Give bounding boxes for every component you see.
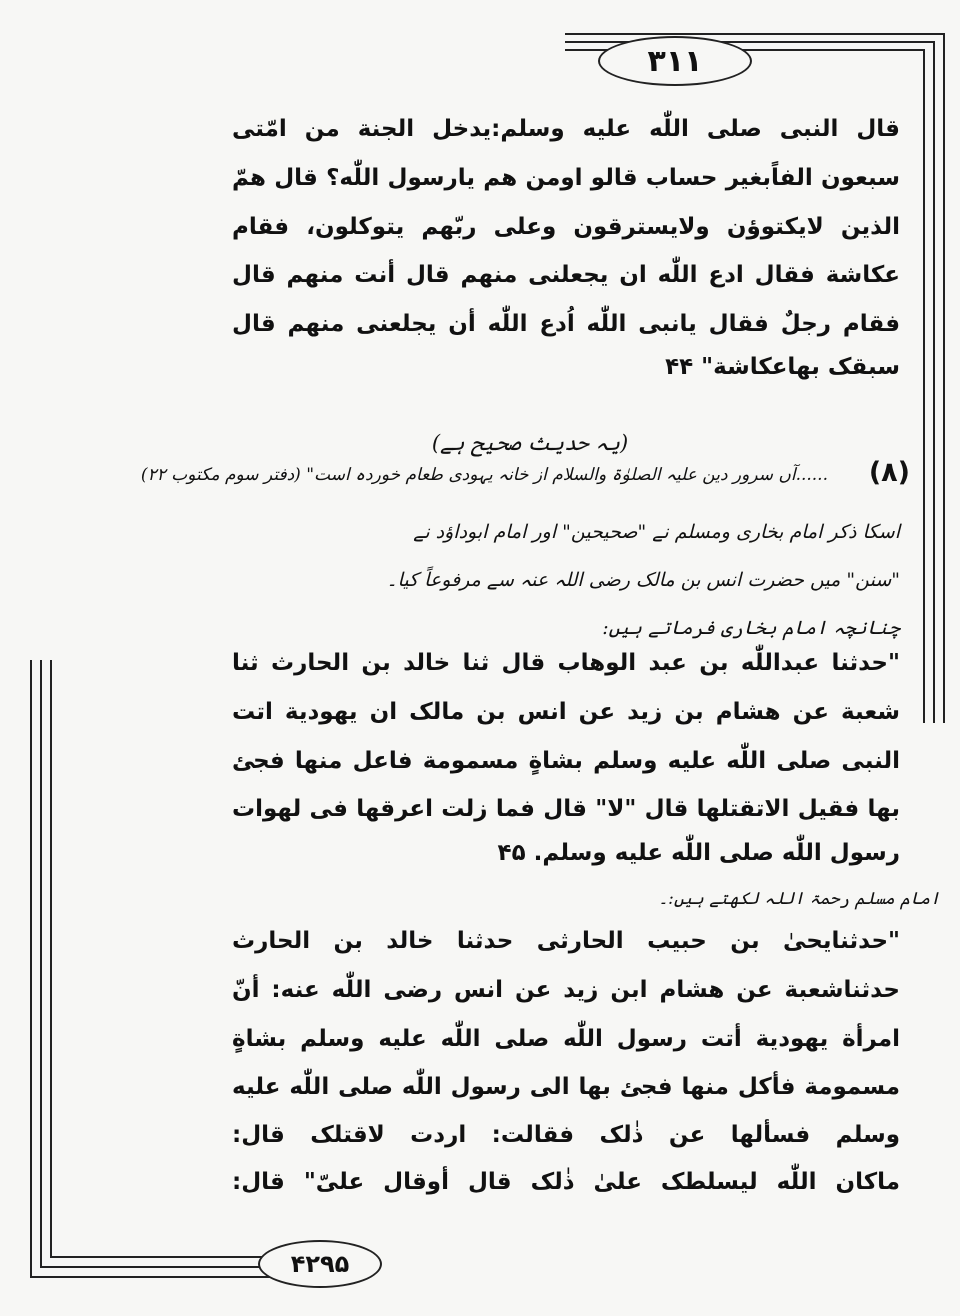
item8-heading: ......آں سرور دین علیہ الصلوٰۃ والسلام از خانہ یہودی طعام خوردہ است" (دفتر سوم مکتوب ۲۲) <box>140 465 828 485</box>
frame-top-line-outer <box>565 33 945 35</box>
muslim-line: وسلم فسألها عن ذٰلک فقالت: اردت لاقتلک قال: <box>232 1122 900 1148</box>
frame-bottom-line-outer <box>30 1276 290 1278</box>
section1-line: فقام رجلٌ فقال یانبی اللّٰه اُدع اللّٰه أن یجلعنی منهم قال <box>232 311 900 337</box>
frame-right-line-middle <box>933 41 935 723</box>
frame-right-line-outer <box>943 33 945 723</box>
muslim-line: امرأة یهودیة أتت رسول اللّٰه صلی اللّٰه علیه وسلم بشاةٍ <box>232 1026 900 1052</box>
item8-para-line: "سنن" میں حضرت انس بن مالک رضی اللہ عنہ سے مرفوعاً کیا۔ <box>386 569 900 591</box>
bukhari-line: شعبة عن هشام بن زید عن انس بن مالک ان یهودیة اتت <box>232 699 900 725</box>
muslim-line: ماکان اللّٰه لیسلطک علیٰ ذٰلک قال أوقال علیّ" قال: <box>232 1169 900 1195</box>
top-page-number-text: ٣١١ <box>647 43 703 79</box>
section1-line-last: سبقک بهاعکاشة" ۴۴ <box>665 354 900 380</box>
frame-right-line-inner <box>923 49 925 723</box>
muslim-intro: امام مسلم رحمۃ اللہ لکھتے ہیں:۔ <box>658 889 940 909</box>
section1-line: سبعون الفاًبغیر حساب قالو اومن هم یارسول اللّٰه؟ قال همّ <box>232 165 900 191</box>
muslim-line: حدثناشعبة عن هشام ابن زید عن انس رضی اللّٰه عنه: أنّ <box>232 977 900 1003</box>
bukhari-line: "حدثنا عبداللّٰه بن عبد الوهاب قال ثنا خالد بن الحارث ثنا <box>232 650 900 676</box>
bottom-page-number <box>258 1240 382 1288</box>
top-page-number <box>598 36 752 86</box>
item8-para-line: اسکا ذکر امام بخاری ومسلم نے "صحیحین" اور امام ابوداؤد نے <box>413 521 900 543</box>
bukhari-line-last: رسول اللّٰه صلی اللّٰه علیه وسلم. ۴۵ <box>497 840 900 866</box>
section1-line: عکاشة فقال ادع اللّٰه ان یجعلنی منهم قال أنت منهم قال <box>232 262 900 288</box>
frame-bottom-line-middle <box>40 1266 290 1268</box>
section1-line: الذین لایکتوؤن ولایسترقون وعلی ربّهم یتوکلون، فقام <box>232 214 900 240</box>
bukhari-line: النبی صلی اللّٰه علیه وسلم بشاةٍ مسمومة فاعل منها فجئ <box>232 748 900 774</box>
bukhari-intro: چنانچہ امام بخاری فرماتے ہیں: <box>602 617 900 639</box>
frame-left-line-inner <box>50 660 52 1258</box>
section1-line: قال النبی صلی اللّٰه علیه وسلم:یدخل الجنة من امّتی <box>232 116 900 142</box>
muslim-line: مسمومة فأكل منها فجئ بها الی رسول اللّٰه صلی اللّٰه علیه <box>232 1074 900 1100</box>
bottom-page-number-text: ۴٢٩۵ <box>290 1250 350 1278</box>
frame-left-line-middle <box>40 660 42 1268</box>
frame-left-line-outer <box>30 660 32 1278</box>
item-number: (۸) <box>868 457 910 488</box>
bukhari-line: بها فقیل الاتقتلها قال "لا" قال فما زلت اعرقها فی لهوات <box>232 796 900 822</box>
grading-note: (یہ حدیث صحیح ہے) <box>431 431 629 455</box>
muslim-line: "حدثنایحیٰ بن حبیب الحارثی حدثنا خالد بن الحارث <box>232 928 900 954</box>
frame-bottom-line-inner <box>50 1256 290 1258</box>
